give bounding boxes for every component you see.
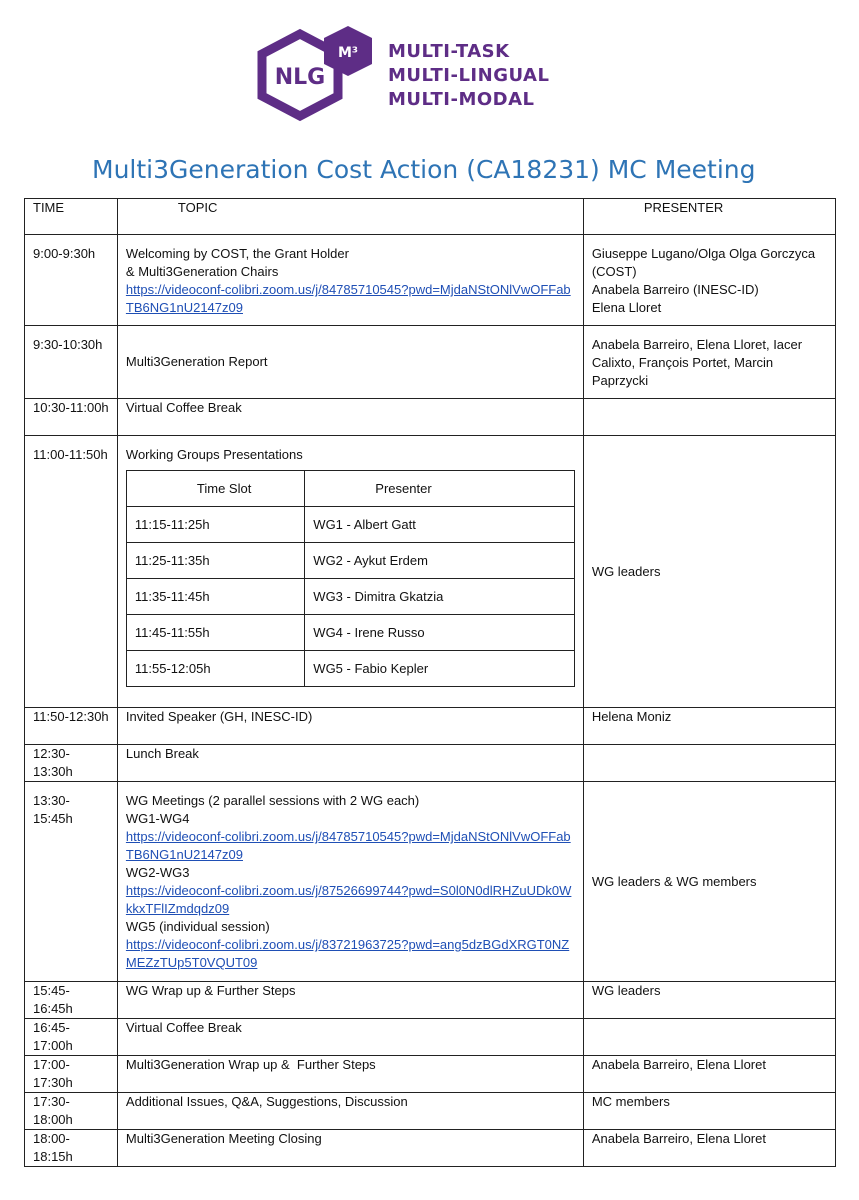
table-header-row [25, 199, 836, 235]
table-row [25, 745, 836, 782]
logo-superscript: M³ [337, 45, 359, 61]
row-topic: WG Wrap up & Further Steps [117, 982, 583, 1019]
slot-presenter: WG2 - Aykut Erdem [305, 543, 575, 579]
topic-line: Working Groups Presentations [125, 447, 303, 462]
zoom-link[interactable]: https://videoconf-colibri.zoom.us/j/83721963725?pwd=ang5dzBGdXRGT0NZMEZzTUp5T0VQUT09 [125, 937, 570, 970]
row-time: 9:00-9:30h [25, 235, 118, 326]
table-row [25, 1019, 836, 1056]
topic-line: WG Meetings (2 parallel sessions with 2 WG each) [125, 793, 420, 808]
slot-row [126, 507, 574, 543]
table-row [25, 436, 836, 708]
row-time: 11:00-11:50h [25, 436, 118, 708]
row-topic: Invited Speaker (GH, INESC-ID) [117, 708, 583, 745]
session-label: WG1-WG4 [125, 811, 190, 826]
row-presenter: WG leaders & WG members [583, 782, 835, 982]
row-presenter: WG leaders [583, 982, 835, 1019]
slot-header-presenter: Presenter [305, 471, 575, 507]
row-time: 18:00-18:15h [25, 1130, 118, 1167]
zoom-link[interactable]: https://videoconf-colibri.zoom.us/j/84785710545?pwd=MjdaNStONlVwOFFabTB6NG1nU2147z09 [125, 829, 571, 862]
row-time: 15:45-16:45h [25, 982, 118, 1019]
row-topic: Virtual Coffee Break [117, 1019, 583, 1056]
table-row [25, 708, 836, 745]
topic-line: Welcoming by COST, the Grant Holder [125, 246, 349, 261]
row-presenter: Anabela Barreiro, Elena Lloret [583, 1056, 835, 1093]
row-time: 17:30-18:00h [25, 1093, 118, 1130]
row-time: 17:00-17:30h [25, 1056, 118, 1093]
slot-time: 11:15-11:25h [126, 507, 304, 543]
header-presenter: PRESENTER [583, 199, 835, 235]
row-presenter: Anabela Barreiro, Elena Lloret [583, 1130, 835, 1167]
time-slot-table [126, 470, 575, 687]
table-row [25, 982, 836, 1019]
slot-row [126, 651, 574, 687]
table-row [25, 326, 836, 399]
zoom-link[interactable]: https://videoconf-colibri.zoom.us/j/84785710545?pwd=MjdaNStONlVwOFFabTB6NG1nU2147z09 [125, 282, 571, 315]
row-presenter [583, 745, 835, 782]
table-row [25, 1130, 836, 1167]
row-presenter [583, 235, 835, 326]
presenter-line: Elena Lloret [591, 300, 662, 315]
row-time: 9:30-10:30h [25, 326, 118, 399]
row-presenter [583, 399, 835, 436]
row-time: 11:50-12:30h [25, 708, 118, 745]
row-topic: Virtual Coffee Break [117, 399, 583, 436]
slot-presenter: WG1 - Albert Gatt [305, 507, 575, 543]
slot-row [126, 615, 574, 651]
row-presenter: Anabela Barreiro, Elena Lloret, Iacer Calixto, François Portet, Marcin Paprzycki [583, 326, 835, 399]
table-row [25, 235, 836, 326]
row-topic: Lunch Break [117, 745, 583, 782]
row-topic: Multi3Generation Meeting Closing [117, 1130, 583, 1167]
row-time: 10:30-11:00h [25, 399, 118, 436]
row-topic: Multi3Generation Report [117, 326, 583, 399]
presenter-line: Anabela Barreiro (INESC-ID) [591, 282, 759, 297]
session-label: WG5 (individual session) [125, 919, 270, 934]
slot-time: 11:25-11:35h [126, 543, 304, 579]
row-time: 13:30-15:45h [25, 782, 118, 982]
logo-text [388, 40, 549, 112]
slot-presenter: WG3 - Dimitra Gkatzia [305, 579, 575, 615]
session-label: WG2-WG3 [125, 865, 190, 880]
header-time: TIME [25, 199, 118, 235]
page-title: Multi3Generation Cost Action (CA18231) MC Meeting [92, 155, 756, 184]
row-topic [117, 782, 583, 982]
slot-time: 11:35-11:45h [126, 579, 304, 615]
logo-mark: NLG [274, 65, 326, 90]
zoom-link[interactable]: https://videoconf-colibri.zoom.us/j/87526699744?pwd=S0l0N0dlRHZuUDk0WkkxTFlIZmdqdz09 [125, 883, 572, 916]
row-presenter: WG leaders [583, 436, 835, 708]
slot-header-row [126, 471, 574, 507]
row-topic [117, 235, 583, 326]
slot-time: 11:45-11:55h [126, 615, 304, 651]
row-presenter: Helena Moniz [583, 708, 835, 745]
slot-header-time: Time Slot [126, 471, 304, 507]
row-topic [117, 436, 583, 708]
header-topic: TOPIC [117, 199, 583, 235]
slot-row [126, 543, 574, 579]
slot-presenter: WG4 - Irene Russo [305, 615, 575, 651]
slot-time: 11:55-12:05h [126, 651, 304, 687]
row-topic: Multi3Generation Wrap up & Further Steps [117, 1056, 583, 1093]
table-row [25, 782, 836, 982]
presenter-line: Giuseppe Lugano/Olga Olga Gorczyca (COST) [591, 246, 816, 279]
agenda-table [24, 198, 836, 1167]
table-row [25, 1093, 836, 1130]
row-time: 12:30-13:30h [25, 745, 118, 782]
table-row [25, 399, 836, 436]
row-topic: Additional Issues, Q&A, Suggestions, Discussion [117, 1093, 583, 1130]
topic-line: & Multi3Generation Chairs [125, 264, 279, 279]
slot-presenter: WG5 - Fabio Kepler [305, 651, 575, 687]
row-presenter [583, 1019, 835, 1056]
row-time: 16:45-17:00h [25, 1019, 118, 1056]
logo-line: MULTI-LINGUAL [388, 65, 550, 86]
row-presenter: MC members [583, 1093, 835, 1130]
slot-row [126, 579, 574, 615]
logo-line: MULTI-TASK [388, 41, 510, 62]
table-row [25, 1056, 836, 1093]
logo-line: MULTI-MODAL [388, 89, 535, 110]
